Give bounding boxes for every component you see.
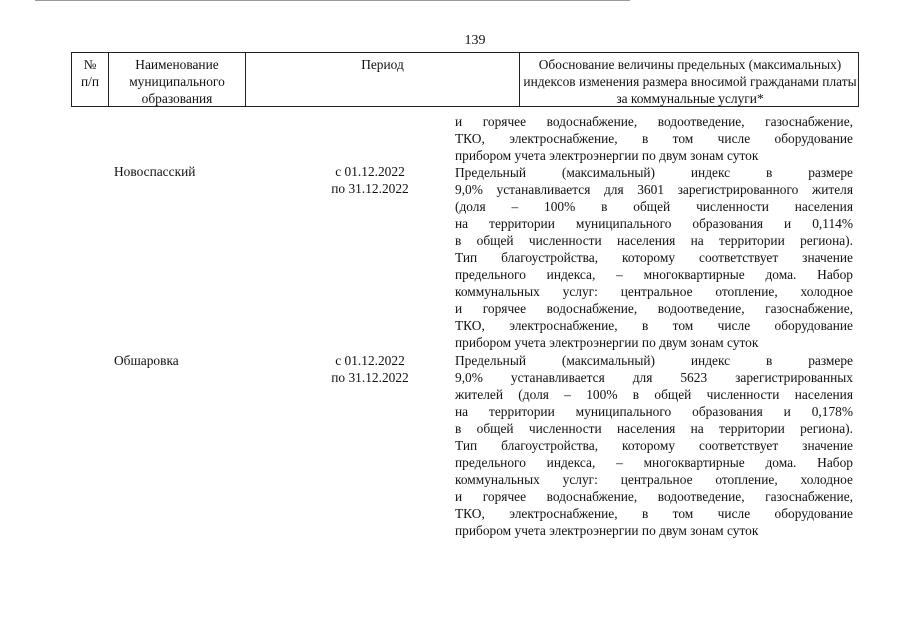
basis-line: прибором учета электроэнергии по двум зонам суток bbox=[455, 335, 759, 350]
basis-line: на территории муниципального образования и 0,114% bbox=[455, 216, 853, 231]
basis-line: и горячее водоснабжение, водоотведение, газоснабжение, bbox=[455, 301, 853, 316]
basis-line: (доля – 100% в общей численности населения bbox=[455, 199, 853, 214]
basis-line: Предельный (максимальный) индекс в размере bbox=[455, 353, 853, 368]
basis-line: 9,0% устанавливается для 3601 зарегистрированного жителя bbox=[455, 182, 853, 197]
basis-line: ТКО, электроснабжение, в том числе оборудование bbox=[455, 506, 853, 521]
basis-line: коммунальных услуг: центральное отопление, холодное bbox=[455, 284, 853, 299]
basis-line: предельного индекса, – многоквартирные дома. Набор bbox=[455, 455, 853, 470]
basis-line: в общей численности населения на территории региона). bbox=[455, 421, 853, 436]
continuation-text bbox=[455, 113, 853, 164]
period-from: с 01.12.2022 bbox=[335, 353, 405, 368]
basis-line: предельного индекса, – многоквартирные дома. Набор bbox=[455, 267, 853, 282]
header-text-line: Наименование bbox=[135, 57, 219, 72]
header-text-line: образования bbox=[141, 91, 213, 106]
basis-line: ТКО, электроснабжение, в том числе оборудование bbox=[455, 318, 853, 333]
basis-line: прибором учета электроэнергии по двум зонам суток bbox=[455, 148, 759, 163]
municipality-name: Обшаровка bbox=[114, 353, 179, 368]
basis-line: в общей численности населения на территории региона). bbox=[455, 233, 853, 248]
basis-line: Тип благоустройства, которому соответствует значение bbox=[455, 250, 853, 265]
header-col-period bbox=[245, 53, 519, 106]
header-col-number bbox=[72, 53, 108, 106]
scan-top-edge bbox=[35, 0, 630, 1]
basis-line: ТКО, электроснабжение, в том числе оборудование bbox=[455, 131, 853, 146]
basis-cell bbox=[455, 352, 853, 539]
header-text-line: муниципального bbox=[129, 74, 225, 89]
header-text-line: Обоснование величины предельных (максимальных) bbox=[538, 57, 842, 72]
header-text-line: Период bbox=[361, 57, 404, 72]
header-text-line: индексов изменения размера вносимой гражданами платы bbox=[523, 74, 857, 89]
basis-line: жителей (доля – 100% в общей численности населения bbox=[455, 387, 853, 402]
period-from: с 01.12.2022 bbox=[335, 164, 405, 179]
period-to: по 31.12.2022 bbox=[331, 370, 409, 385]
basis-line: и горячее водоснабжение, водоотведение, газоснабжение, bbox=[455, 489, 853, 504]
page-number: 139 bbox=[464, 33, 486, 48]
basis-cell bbox=[455, 164, 853, 351]
basis-line: прибором учета электроэнергии по двум зонам суток bbox=[455, 523, 759, 538]
header-text-line: № bbox=[83, 57, 97, 72]
basis-line: 9,0% устанавливается для 5623 зарегистрированных bbox=[455, 370, 853, 385]
period-to: по 31.12.2022 bbox=[331, 181, 409, 196]
header-col-basis bbox=[519, 53, 860, 106]
basis-line: и горячее водоснабжение, водоотведение, газоснабжение, bbox=[455, 114, 853, 129]
basis-line: коммунальных услуг: центральное отопление, холодное bbox=[455, 472, 853, 487]
basis-line: Предельный (максимальный) индекс в размере bbox=[455, 165, 853, 180]
header-text-line: п/п bbox=[80, 74, 100, 89]
municipality-name: Новоспасский bbox=[114, 164, 196, 179]
period-cell bbox=[300, 352, 440, 386]
basis-line: на территории муниципального образования и 0,178% bbox=[455, 404, 853, 419]
header-text-line: за коммунальные услуги* bbox=[616, 91, 764, 106]
basis-line: Тип благоустройства, которому соответствует значение bbox=[455, 438, 853, 453]
header-col-municipality bbox=[108, 53, 245, 106]
period-cell bbox=[300, 163, 440, 197]
table-header bbox=[71, 52, 859, 107]
